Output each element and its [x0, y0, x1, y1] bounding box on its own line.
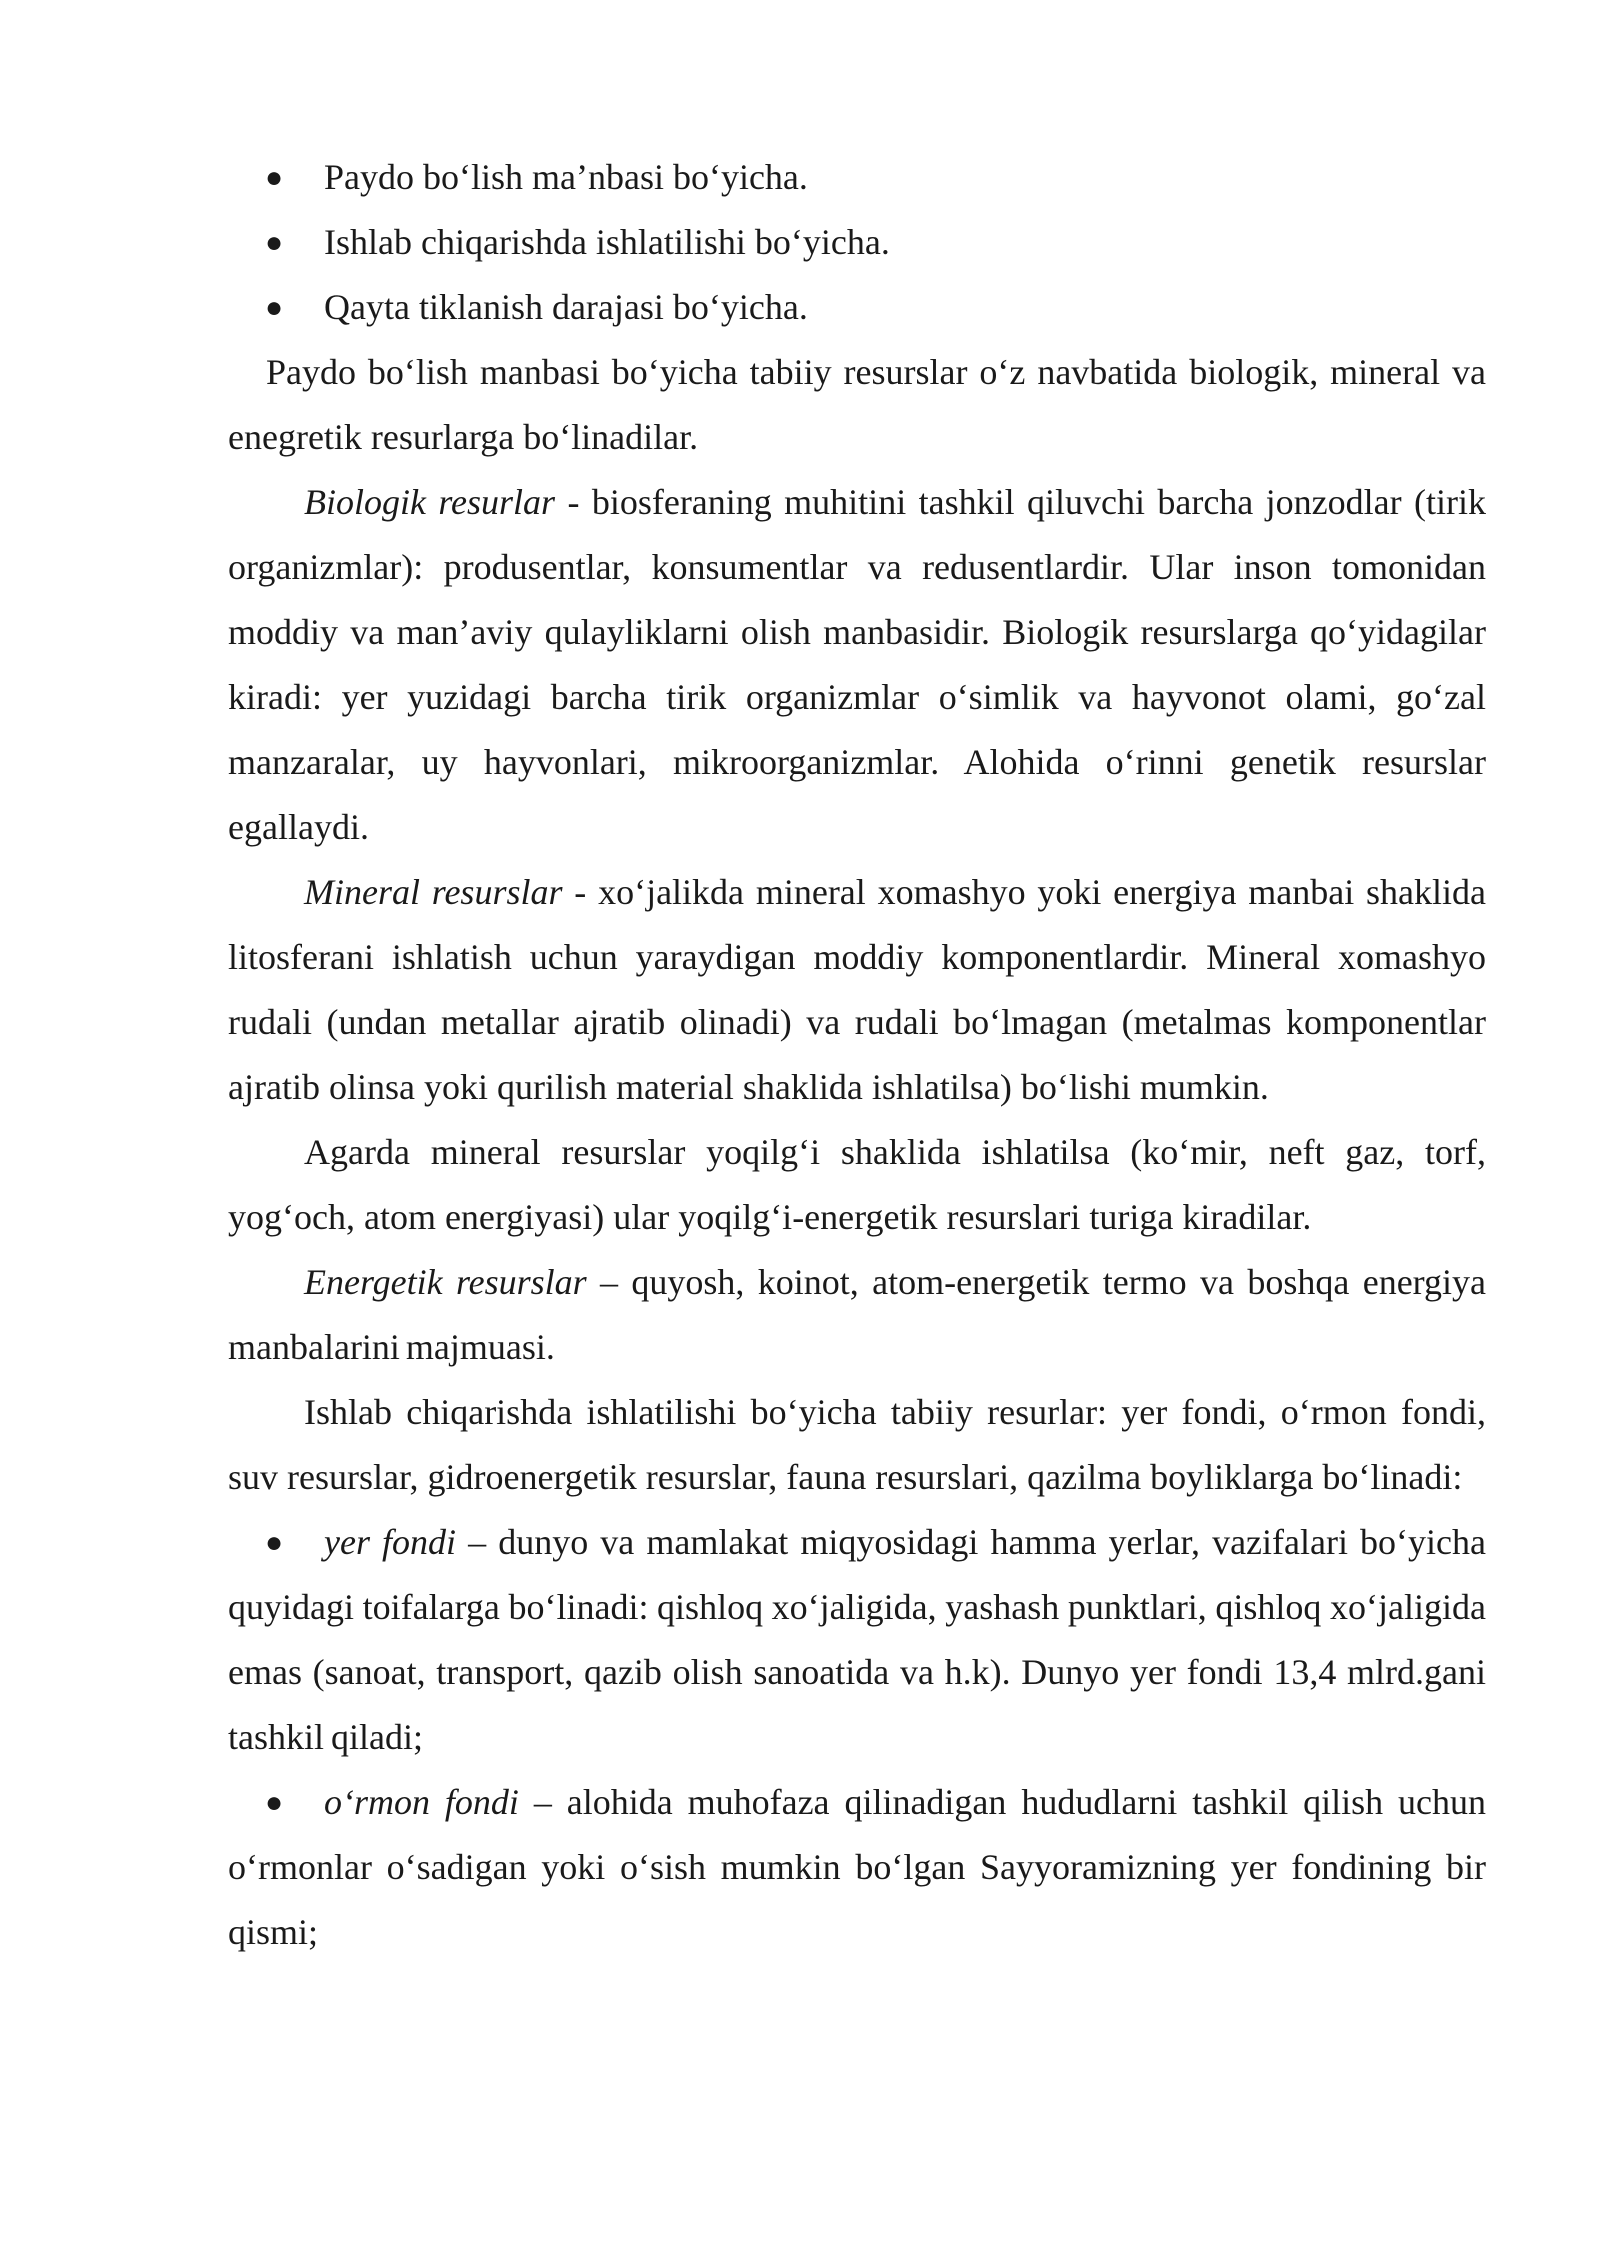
- paragraph-source-classification: Paydo bo‘lish manbasi bo‘yicha tabiiy resurslar o‘z navbatida biologik, mineral va enegretik resurlarga bo‘linadilar.: [228, 352, 1486, 457]
- list-item-text: Paydo bo‘lish ma’nbasi bo‘yicha.: [324, 157, 808, 197]
- list-item: [228, 145, 1486, 210]
- term-biological-resources: Biologik resurlar: [304, 482, 556, 522]
- bullet-icon: ●: [265, 1526, 284, 1559]
- list-item-text: – alohida muhofaza qilinadigan hududlarni tashkil qilish uchun o‘rmonlar o‘sadigan yoki o‘sish mumkin bo‘lgan Sayyoramizning yer fondining bir qismi;: [228, 1782, 1487, 1952]
- list-item-text: Qayta tiklanish darajasi bo‘yicha.: [324, 287, 808, 327]
- paragraph-text: - xo‘jalikda mineral xomashyo yoki energiya manbai shaklida litosferani ishlatish uchun yaraydigan moddiy komponentlardir. Mineral xomashyo rudali (undan metallar ajratib olinadi) va rudali bo‘lmagan (metalmas komponentlar ajratib olinsa yoki qurilish material shaklida ishlatilsa) bo‘lishi mumkin.: [228, 872, 1486, 1107]
- paragraph-biological-resources: [228, 470, 1486, 860]
- bullet-icon: ●: [265, 1786, 284, 1819]
- list-item-land-fund: [228, 1510, 1486, 1770]
- list-item: [228, 210, 1486, 275]
- paragraph-energy-resources: [228, 1250, 1486, 1380]
- paragraph-production-classification: Ishlab chiqarishda ishlatilishi bo‘yicha tabiiy resurlar: yer fondi, o‘rmon fondi, suv resurslar, gidroenergetik resurslar, fauna resurslari, qazilma boyliklarga bo‘linadi:: [228, 1392, 1486, 1497]
- paragraph-text: – quyosh, koinot, atom-energetik termo va boshqa energiya manbalarini majmuasi.: [228, 1262, 1486, 1367]
- term-land-fund: yer fondi: [324, 1522, 457, 1562]
- term-mineral-resources: Mineral resurslar: [304, 872, 563, 912]
- list-item: [228, 275, 1486, 340]
- document-body: [228, 145, 1486, 1965]
- bullet-icon: ●: [265, 226, 284, 259]
- paragraph-fuel-resources: Agarda mineral resurslar yoqilg‘i shaklida ishlatilsa (ko‘mir, neft gaz, torf, yog‘och, atom energiyasi) ular yoqilg‘i-energetik resurslari turiga kiradilar.: [228, 1132, 1486, 1237]
- term-forest-fund: o‘rmon fondi: [324, 1782, 519, 1822]
- list-item-text: Ishlab chiqarishda ishlatilishi bo‘yicha.: [324, 222, 890, 262]
- list-item-text: – dunyo va mamlakat miqyosidagi hamma yerlar, vazifalari bo‘yicha quyidagi toifalarga bo‘linadi: qishloq xo‘jaligida, yashash punktlari, qishloq xo‘jaligida emas (sanoat, transport, qazib olish sanoatida va h.k). Dunyo yer fondi 13,4 mlrd.gani tashkil qiladi;: [228, 1522, 1486, 1757]
- bullet-icon: ●: [265, 291, 284, 324]
- bullet-icon: ●: [265, 161, 284, 194]
- list-item-forest-fund: [228, 1770, 1486, 1965]
- paragraph-mineral-resources: [228, 860, 1486, 1120]
- term-energy-resources: Energetik resurslar: [304, 1262, 587, 1302]
- paragraph-text: - biosferaning muhitini tashkil qiluvchi barcha jonzodlar (tirik organizmlar): produsentlar, konsumentlar va redusentlardir. Ular inson tomonidan moddiy va man’aviy qulayliklarni olish manbasidir. Biologik resurslarga qo‘yidagilar kiradi: yer yuzidagi barcha tirik organizmlar o‘simlik va hayvonot olami, go‘zal manzaralar, uy hayvonlari, mikroorganizmlar. Alohida o‘rinni genetik resurslar egallaydi.: [228, 482, 1486, 847]
